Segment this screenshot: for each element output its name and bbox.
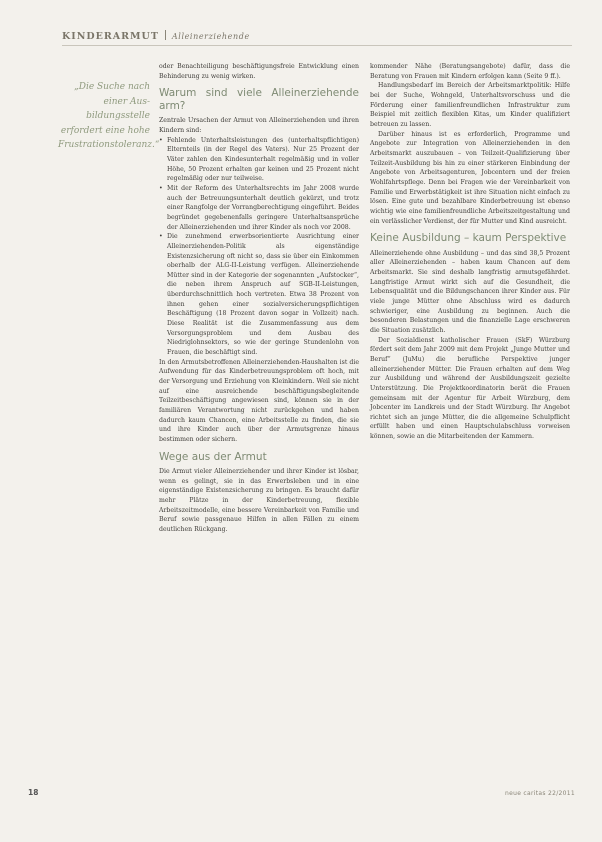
header-rule bbox=[62, 45, 572, 46]
body-paragraph: In den Armutsbetroffenen Alleinerziehenden-Haushalten ist die Aufwendung für das Kinderbetreuungsproblem oft hoch, mit der Versorgung und Erziehung von Kleinkindern. Weil sie nicht auf eine ausreichende beschäftigungsbegleitende Teilzeitbeschäftigung angewiesen sind, können sie in der familiären Verantwortung nicht zurückgehen und haben dadurch kaum Chancen, eine Arbeitsstelle zu finden, die sie und ihre Kinder auch über der Armutsgrenze hinaus bestimmen oder sichern. bbox=[159, 358, 359, 443]
list-item: • Mit der Reform des Unterhaltsrechts im Jahr 2008 wurde auch der Betreuungsunterhalt deutlich gekürzt, und trotz einer Rangfolge der Vorrangberechtigung eingeführt. Beides begründet gegebenenfalls geringere Unterhaltsansprüche der Alleinerziehenden und ihrer Kinder als noch vor 2008. bbox=[159, 184, 359, 232]
body-paragraph: Handlungsbedarf im Bereich der Arbeitsmarktpolitik: Hilfe bei der Suche, Wohngeld, Unterhaltsvorschuss und die Förderung einer familienfreundlichen Infrastruktur zum Beispiel mit zeitlich flexiblen Kitas, um Kinder qualifiziert betreuen zu lassen. bbox=[370, 82, 570, 128]
text-column-right bbox=[370, 62, 570, 442]
list-item: • Die zunehmend erwerbsorientierte Ausrichtung einer Alleinerziehenden-Politik als eigenständige Existenzsicherung oft nicht so, dass sie über ein Einkommen oberhalb der ALG-II-Leistung verfügen. Alleinerziehende Mütter sind in der Kategorie der sogenannten „Aufstocker“, die neben ihrem Anspruch auf SGB-II-Leistungen, überdurchschnittlich hoch vertreten. Etwa 38 Prozent von ihnen gehen einer sozialversicherungspflichtigen Beschäftigung (18 Prozent davon sogar in Vollzeit) nach. Diese Realität ist die Zusammenfassung aus dem Versorgungsproblem und dem Ausbau des Niedriglohnsektors, so wie der geringe Stundenlohn von Frauen, die beschäftigt sind. bbox=[159, 232, 359, 358]
list-item: • Fehlende Unterhaltsleistungen des (unterhaltspflichtigen) Elternteils (in der Regel des Vaters). Nur 25 Prozent der Väter zahlen den Kindesunterhalt regelmäßig und in voller Höhe, 50 Prozent erhalten gar keinen und 25 Prozent nicht regelmäßig oder nur teilweise. bbox=[159, 136, 359, 184]
subsection-title: Alleinerziehende bbox=[171, 32, 250, 41]
body-paragraph: Der Sozialdienst katholischer Frauen (SkF) Würzburg fördert seit dem Jahr 2009 mit dem Projekt „Junge Mutter und Beruf“ (JuMu) die berufliche Perspektive junger alleinerziehender Mütter. Die Frauen erhalten auf dem Weg zur Ausbildung und während der Ausbildungszeit gezielte Unterstützung. Die Projektkoordinatorin berät die Frauen gemeinsam mit der Agentur für Arbeit Würzburg, dem Jobcenter im Landkreis und der Stadt Würzburg. Ihr Angebot richtet sich an junge Mütter, die die allgemeine Schulpflicht erfüllt haben und einen Hauptschulabschluss vorweisen können, sowie an die Mitarbeitenden der Kammern. bbox=[370, 336, 570, 441]
heading-no-training: Keine Ausbildung – kaum Perspektive bbox=[370, 232, 567, 245]
causes-list bbox=[159, 136, 359, 358]
footer-label: neue caritas 22/2011 bbox=[505, 790, 575, 797]
lead-paragraph: Zentrale Ursachen der Armut von Alleinerziehenden und ihren Kindern sind: bbox=[159, 117, 359, 134]
body-paragraph: Darüber hinaus ist es erforderlich, Programme und Angebote zur Integration von Alleinerziehenden in den Arbeitsmarkt auszubauen – von Teilzeit-Qualifizierung über Teilzeit-Ausbildung bis hin zu einer stärkeren Einbindung der Angebote von Arbeitsagenturen, Jobcentern und der freien Wohlfahrtspflege. Denn bei Fragen wie der Vereinbarkeit von Familie und Erwerbstätigkeit ist ihre Situation nicht einfach zu lösen. Eine gute und bezahlbare Kinderbetreuung ist ebenso wichtig wie eine familienfreundliche Arbeitszeitgestaltung und ein verlässlicher Verdienst, der für Mutter und Kind ausreicht. bbox=[370, 130, 570, 225]
pull-quote: „Die Suche nach einer Aus-bildungsstelle erfordert eine hohe Frustrationstoleranz.“ bbox=[58, 82, 160, 150]
page-number: 18 bbox=[28, 788, 39, 797]
body-paragraph: Alleinerziehende ohne Ausbildung – und das sind 38,5 Prozent aller Alleinerziehenden – haben kaum Chancen auf dem Arbeitsmarkt. Sie sind deshalb langfristig armutsgefährdet. Langfristige Armut wirkt sich auf die Gesundheit, die Lebensqualität und die Bildungschancen ihrer Kinder aus. Für viele junge Mütter ohne Abschluss wird es dadurch schwieriger, eine Ausbildung zu beginnen. Auch die besonderen Belastungen und die finanzielle Lage erschweren die Situation zusätzlich. bbox=[370, 249, 570, 334]
text-column-left bbox=[159, 62, 359, 535]
heading-why-poor: Warum sind viele Alleinerziehende arm? bbox=[159, 87, 359, 112]
header-separator bbox=[165, 30, 166, 40]
body-paragraph: Die Armut vieler Alleinerziehender und ihrer Kinder ist lösbar, wenn es gelingt, sie in das Erwerbsleben und in eine eigenständige Existenzsicherung zu bringen. Es braucht dafür mehr Plätze in der Kinderbetreuung, flexible Arbeitszeitmodelle, eine bessere Vereinbarkeit von Familie und Beruf sowie passgenaue Hilfen in allen Fällen zu einem deutlichen Rückgang. bbox=[159, 468, 359, 534]
section-title: KINDERARMUT bbox=[62, 31, 159, 42]
heading-ways-out: Wege aus der Armut bbox=[159, 450, 267, 463]
intro-paragraph: oder Benachteiligung beschäftigungsfreie Entwicklung einen Behinderung zu wenig wirken. bbox=[159, 63, 359, 80]
body-paragraph: kommender Nähe (Beratungsangebote) dafür, dass die Beratung von Frauen mit Kindern erfolgen kann (Seite 9 ff.). bbox=[370, 63, 570, 80]
running-head bbox=[62, 30, 562, 42]
